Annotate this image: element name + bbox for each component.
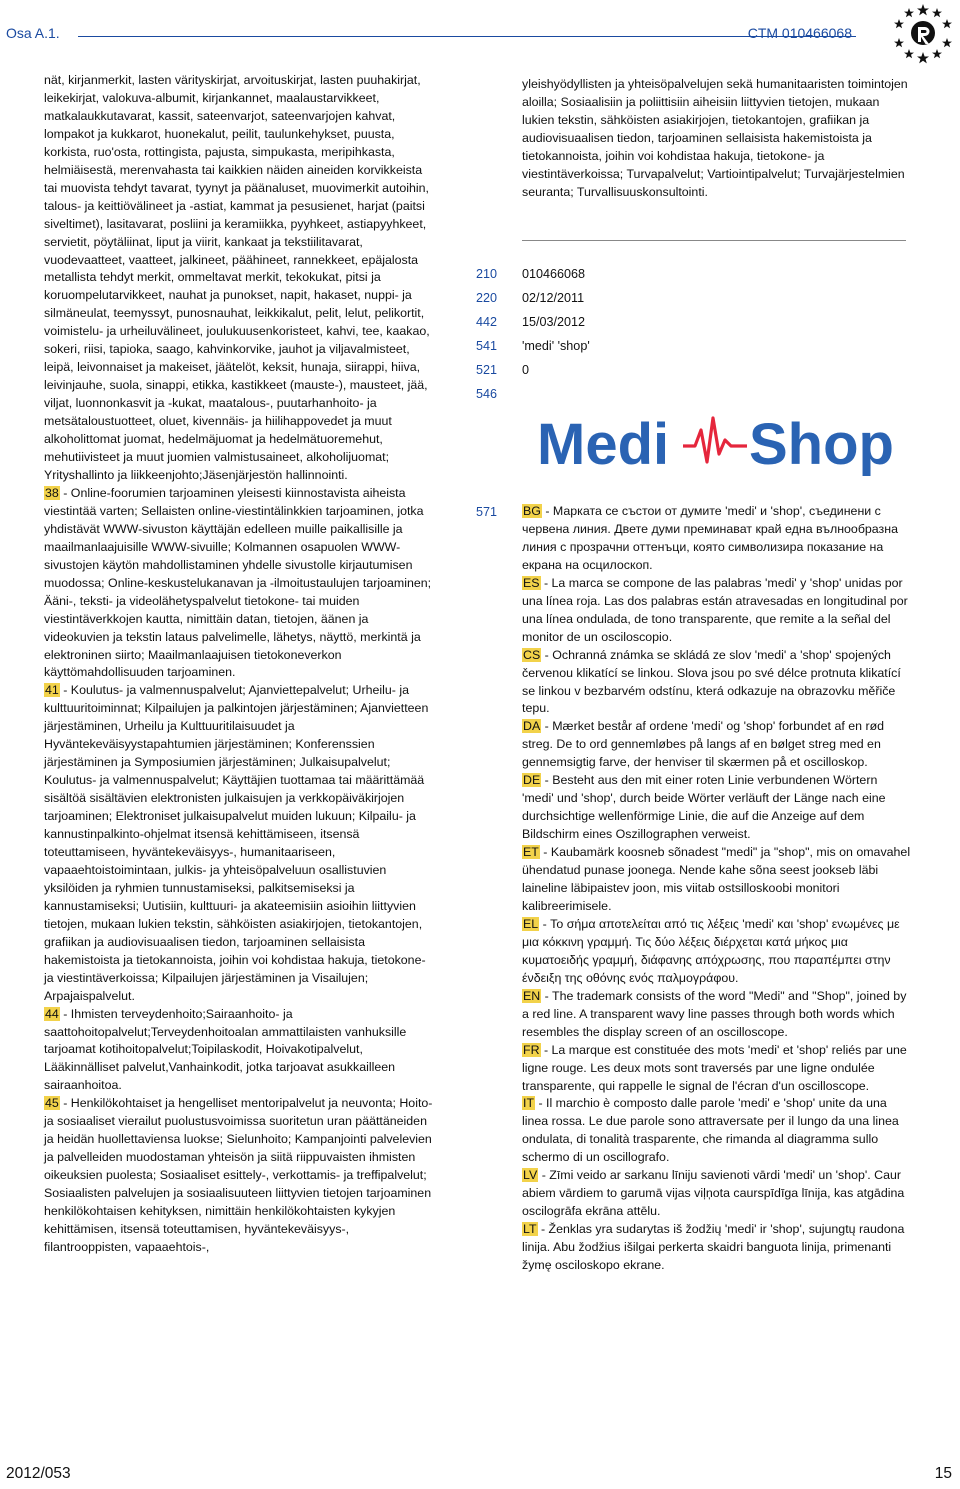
reference-number: CTM 010466068	[747, 25, 852, 41]
language-badge: EL	[523, 916, 539, 931]
field-code: 442	[476, 315, 498, 329]
class-description: - Koulutus- ja valmennuspalvelut; Ajanviettepalvelut; Urheilu- ja kulttuuritoiminnat; Kilpailujen ja palkintojen järjestäminen; Ajanvietteen järjestäminen, Urheilu ja Kulttuuritilaisuudet ja Hyväntekeväisyystapahtumien järjestäminen; Konferenssien järjestäminen ja Symposiumien järjestäminen; Julkaisupalvelut; Koulutus- ja valmennuspalvelut; Käyttäjien tuottamaa tai määrittämää sisältöä sisältävien elektronisten julkaisujen ja verkkopäiväkirjojen tarjoaminen; Elektroniset julkaisupalvelut muiden lukuun; Kilpailu- ja kannustinpalkinto-ohjelmat itsensä kehittämiseen, itsensä toteuttamiseen, hyväntekeväisyys-, humanitaariseen, vapaaehtoistoimintaan, julkis- ja yhteisöpalveluun osallistuvien yksilöiden ja ryhmien tunnustamiseksi, palkitsemiseksi ja kannustamiseksi; Uutisiin, kulttuuri- ja akateemisiin asioihin liittyvien tietojen, mukaan lukien tekstin, sähköisten asiakirjojen, tietokantojen, grafiikan ja audiovisuaalisen tiedon, tarjoaminen sellaisista hakemistoista ja tietokannoista, joihin voi kohdistaa hakuja, tietokone- ja viestintäverkoissa; Kilpailujen järjestäminen ja Visailujen; Arpajaispalvelut.	[44, 683, 429, 1003]
field-value: 'medi' 'shop'	[522, 339, 590, 353]
description-es	[522, 575, 912, 647]
description-text: - Το σήμα αποτελείται από τις λέξεις 'medi' και 'shop' ενωμένες με μια κόκκινη γραμμή. Τις δύο λέξεις διέρχεται κατά μήκος μια κυματοειδής γραμμή, διάφανης απόχρωσης, που παραπέμπει στην ένδειξη της οθόνης ενός παλμογράφου.	[522, 916, 900, 985]
description-et	[522, 844, 912, 916]
language-badge: DE	[523, 773, 541, 788]
language-badge: LV	[523, 1168, 538, 1183]
description-text: - La marca se compone de las palabras 'medi' y 'shop' unidas por una línea roja. Las dos palabras están atravesadas en longitudinal por una línea ondulada, de tono transparente, que remite a la señal del monitor de un osciloscopio.	[522, 575, 908, 644]
star-icon	[917, 52, 929, 63]
mark-descriptions	[522, 503, 912, 1275]
star-icon	[932, 49, 942, 58]
description-lv	[522, 1167, 912, 1221]
class-45-entry	[44, 1095, 436, 1257]
page-number: 15	[934, 1465, 952, 1482]
language-badge: DA	[523, 719, 541, 734]
description-bg	[522, 503, 912, 575]
language-badge: LT	[523, 1222, 537, 1237]
class-44-entry	[44, 1006, 436, 1096]
logo-word-shop: Shop	[749, 412, 894, 477]
language-badge: ES	[523, 575, 540, 590]
star-icon	[904, 8, 914, 17]
field-code: 521	[476, 363, 498, 377]
section-divider	[522, 240, 906, 241]
field-code: 541	[476, 339, 498, 353]
goods-services-continuation	[522, 76, 912, 202]
description-da	[522, 718, 912, 772]
language-badge: BG	[523, 504, 541, 518]
description-el	[522, 916, 912, 988]
language-badge: IT	[523, 1096, 535, 1111]
description-it	[522, 1095, 912, 1167]
class-description: - Henkilökohtaiset ja hengelliset mentoripalvelut ja neuvonta; Hoito- ja sosiaaliset vierailut puolustusvoimissa suoritetun uran päättäneiden ja heidän huollettaviensa luokse; Sielunhoito; Kampanjointi palvelevien ja palvelleiden muodostaman yhteisön ja siitä riippuvaisten ihmisten oikeuksien puolesta; Sosiaaliset esittely-, verkottamis- ja treffipalvelut; Sosiaalisten palvelujen ja sosiaalisuuteen liittyvien tietojen tarjoaminen henkilökohtaisen kehityksen, nimittäin henkilökohtaisten kykyjen kehittämisen, itsensä toteuttamisen, hyväntekeväisyys-, filantrooppisten, vapaaehtois-,	[44, 1096, 433, 1254]
star-icon	[917, 4, 929, 15]
page-header	[0, 0, 960, 66]
description-cs	[522, 647, 912, 719]
goods-services-left-column	[44, 72, 436, 1257]
class-41-entry	[44, 682, 436, 1005]
description-text: - Zīmi veido ar sarkanu līniju savienoti vārdi 'medi' un 'shop'. Caur abiem vārdiem to garumā vijas viļņota caurspīdīga līnija, kas atgādina oscilogrāfa ekrāna attēlu.	[522, 1168, 905, 1219]
eu-emblem-icon	[892, 2, 954, 64]
class-number-badge: 45	[45, 1096, 59, 1111]
class-number-badge: 41	[45, 683, 59, 698]
description-text: - The trademark consists of the word "Medi" and "Shop", joined by a red line. A transparent wavy line passes through both words which resembles the display screen of an oscilloscope.	[522, 988, 907, 1039]
class-number-badge: 38	[45, 485, 59, 500]
class-description: - Ihmisten terveydenhoito;Sairaanhoito- ja saattohoitopalvelut;Terveydenhoitoalan ammattilaisten vanhuksille tarjoamat kotihoitopalvelut;Toipilaskodit, Hoivakotipalvelut, Lääkinnälliset palvelut,Vanhainkodit, jotka tarjoavat asukkailleen sairaanhoitoa.	[44, 1006, 407, 1093]
field-value: 010466068	[522, 267, 586, 281]
description-text: - Mærket består af ordene 'medi' og 'shop' forbundet af en rød streg. De to ord gennemløbes på langs af en bølget streg med en gennemsigtig farve, der henviser til skærmen på et oscilloskop.	[522, 719, 885, 770]
star-icon	[942, 19, 952, 28]
description-text: - Besteht aus den mit einer roten Linie verbundenen Wörtern 'medi' und 'shop', durch beide Wörter verläuft der Länge nach eine durchsichtige wellenförmige Linie, die auf die Anzeige auf dem Bildschirm eines Oszillographen verweist.	[522, 773, 886, 842]
class-continuation-text: nät, kirjanmerkit, lasten värityskirjat, arvoituskirjat, lasten puuhakirjat, leikekirjat, valokuva-albumit, kirjankannet, maalaustarvikkeet, matkalaukkutavarat, kassit, sateenvarjot, sateenvarjojen kahvat, lompakot ja kukkarot, huonekalut, peilit, taulunkehykset, puusta, korkista, ruo'osta, rottingista, pajusta, simpukasta, meripihkasta, helmiäisestä, merenvahasta tai kaikkien näiden aineiden korvikkeista tai muovista tehdyt tavarat, tyynyt ja päänaluset, muovimerkit autoihin, talous- ja keittiövälineet ja -astiat, kammat ja pesusienet, harjat (paitsi siveltimet), lasitavarat, posliini ja keramiikka, pyyhkeet, astiapyyhkeet, servietit, pöytäliinat, liput ja viirit, kankaat ja tekstiilitavarat, vuodevaatteet, vaatteet, jalkineet, päähineet, rannekkeet, epäjalosta metallista tehdyt merkit, ommeltavat merkit, tekokukat, pitsi ja koruompelutarvikkeet, nauhat ja punokset, napit, hakaset, nuppi- ja silmäneulat, teemyssyt, punosnauhat, leikkikalut, pelit, lelut, pelikortit, voimistelu- ja urheiluvälineet, joulukuusenkoristeet, kahvi, tee, kaakao, sokeri, riisi, tapioka, saago, kahvinkorvike, jauhot ja viljavalmisteet, leipä, leivonnaiset ja makeiset, jäätelöt, keksit, hunaja, siirappi, hiiva, leivinjauhe, suola, sinappi, etikka, kastikkeet (mauste-), mausteet, jää, viljat, luonnonkasvit ja -kukat, maatalous-, puutarhanhoito- ja metsätaloustuotteet, oluet, kivennäis- ja hiilihappovedet ja muut alkoholittomat juomat, hedelmäjuomat ja hedelmätuoremehut, mehutiivisteet ja muut juomien valmistusaineet, alkoholijuomat; Yrityshallinto ja liikkeenjohto;Jäsenjärjestön hallinnointi.	[44, 73, 430, 482]
language-badge: ET	[523, 845, 539, 860]
description-en	[522, 988, 912, 1042]
description-de	[522, 772, 912, 844]
section-label: Osa A.1.	[6, 25, 60, 41]
class-45-continuation-text: yleishyödyllisten ja yhteisöpalvelujen sekä humanitaaristen toimintojen aloilla; Sosiaalisiin ja poliittisiin aiheisiin liittyvien tietojen, mukaan lukien tekstin, sähköisten asiakirjojen, tietokantojen, grafiikan ja audiovisuaalisen tiedon, tarjoaminen sellaisista hakemistoista ja tietokannoista, joihin voi kohdistaa hakuja, tietokone- ja viestintäverkoissa; Turvapalvelut; Vartiointipalvelut; Turvajärjestelmien seuranta; Turvallisuuskonsultointi.	[522, 77, 908, 199]
heartbeat-line	[683, 418, 747, 462]
star-icon	[894, 38, 904, 47]
description-fr	[522, 1042, 912, 1096]
star-icon	[894, 19, 904, 28]
star-icon	[932, 8, 942, 17]
description-text: - Ženklas yra sudarytas iš žodžių 'medi' ir 'shop', sujungtų raudona linija. Abu žodžius išilgai perkerta skaidri banguota linija, primenanti žymę osciloskopo ekrane.	[522, 1222, 905, 1273]
issue-number: 2012/053	[6, 1465, 71, 1482]
field-code: 220	[476, 291, 498, 305]
description-text: - Ochranná známka se skládá ze slov 'medi' a 'shop' spojených červenou klikatící se linkou. Slova jsou po své délce protnuta klikatící se linkou v bezbarvém odstínu, která odkazuje na obrazovku měřiče tepu.	[522, 647, 901, 716]
description-text: - Il marchio è composto dalle parole 'medi' e 'shop' unite da una linea rossa. Le due parole sono attraversate per il lungo da una linea ondulata, di tonalità trasparente, che rimanda al diagramma sullo schermo di un oscillografo.	[522, 1096, 899, 1165]
class-description: - Online-foorumien tarjoaminen yleisesti kiinnostavista aiheista viestintää varten; Sellaisten online-viestintälinkkien tarjoaminen, jotka yhdistävät WWW-sivuston käyttäjän edelleen muille paikallisille ja maailmanlaajuisille WWW-sivuille; Kolmannen osapuolen WWW-sivustojen käytön mahdollistaminen yhdelle sivustolle kirjautumisen muodossa; Online-keskustelukanavan ja -ilmoitustaulujen tarjoaminen; Ääni-, teksti- ja videolähetyspalvelut tietokone- tai muiden viestintäverkkojen kautta, nimittäin datan, tietojen, äänen ja videokuvien ja tekstin lataus palvelimelle, lähetys, näyttö, merkintä ja elektroninen siirto; Maailmanlaajuisen tietokoneverkon käyttömahdollisuuden tarjoaminen.	[44, 485, 432, 680]
field-code: 210	[476, 267, 498, 281]
description-text: - Kaubamärk koosneb sõnadest "medi" ja "shop", mis on omavahel ühendatud punase joonega. Nende kahe sõna seest jookseb läbi laineline läbipaistev joon, mis viitab ostsilloskoobi monitori kalibreerimisele.	[522, 845, 911, 913]
star-icon	[904, 49, 914, 58]
description-text: - Марката се състои от думите 'medi' и 'shop', съединени с червена линия. Двете думи преминават край една вълнообразна линия с прозрачни оттенъци, която символизира показание на екрана на осцилоскоп.	[522, 504, 898, 572]
field-value: 15/03/2012	[522, 315, 586, 329]
class-number-badge: 44	[45, 1006, 59, 1021]
header-rule	[78, 36, 856, 37]
language-badge: FR	[523, 1042, 540, 1057]
field-value: 02/12/2011	[522, 291, 585, 305]
field-value: 0	[522, 363, 530, 377]
field-code-571: 571	[476, 505, 498, 519]
logo-word-medi: Medi	[537, 412, 670, 477]
description-lt	[522, 1221, 912, 1275]
field-code: 546	[476, 387, 498, 401]
class-38-entry	[44, 485, 436, 682]
language-badge: CS	[523, 647, 541, 662]
description-text: - La marque est constituée des mots 'medi' et 'shop' reliés par une ligne rouge. Les deux mots sont traversés par une ligne ondulée transparente, qui rappelle le signal de l'écran d'un oscilloscope.	[522, 1042, 907, 1093]
star-icon	[942, 38, 952, 47]
medishop-logo	[533, 404, 913, 480]
language-badge: EN	[523, 988, 541, 1003]
